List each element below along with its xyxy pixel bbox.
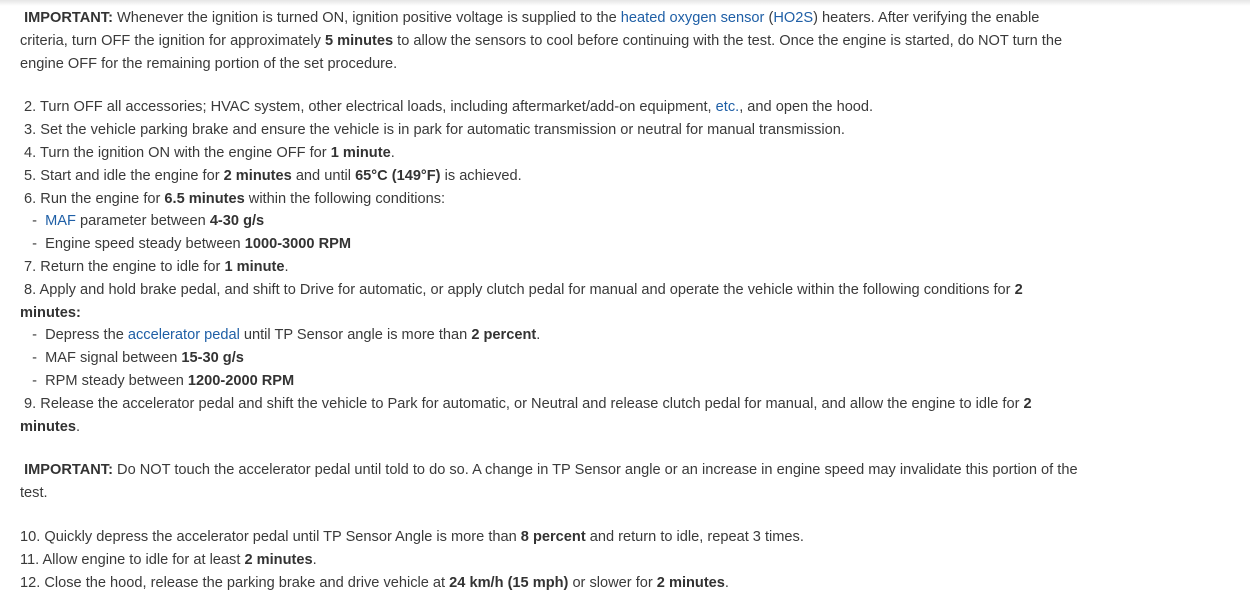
text-line (20, 572, 1220, 595)
text-line (20, 142, 1220, 165)
text: to allow the sensors to cool before continuing with the test. Once the engine is started, do NOT turn the (393, 32, 1063, 49)
top-shadow (0, 0, 1250, 6)
text: . (536, 327, 541, 344)
text: 9. Release the accelerator pedal and shift the vehicle to Park for automatic, or Neutral and release clutch pedal for manual, and allow the engine to idle for (20, 395, 1024, 412)
text-line (20, 549, 1220, 572)
text-line (20, 165, 1220, 188)
text-line (20, 119, 1220, 142)
bold-text: 2 (1014, 281, 1023, 298)
text: 11. Allow engine to idle for at least (20, 551, 245, 568)
bold-text: 1200-2000 RPM (187, 372, 295, 389)
text: criteria, turn OFF the ignition for approximately (20, 32, 325, 49)
text: 5. Start and idle the engine for (20, 167, 224, 184)
text-line (20, 53, 1220, 76)
text: parameter between (75, 213, 210, 230)
text-line (20, 302, 1220, 325)
bold-text: 2 minutes (244, 551, 313, 568)
text: - Engine speed steady between (20, 236, 245, 253)
paragraph-gap (20, 75, 1220, 96)
text: . (284, 258, 289, 275)
text: , and open the hood. (739, 99, 874, 116)
text: . (724, 574, 729, 591)
text-line (20, 233, 1220, 256)
text-line (20, 526, 1220, 549)
text: or slower for (568, 574, 657, 591)
text-line (20, 256, 1220, 279)
text-line (20, 324, 1220, 347)
text-line (20, 188, 1220, 211)
bold-text: 5 minutes (324, 32, 394, 49)
paragraph-gap (20, 438, 1220, 459)
text: test. (20, 485, 48, 502)
text: Do NOT touch the accelerator pedal until told to do so. A change in TP Sensor angle or an increase in engine speed may invalidate this portion of the (112, 462, 1078, 479)
text: engine OFF for the remaining portion of the set procedure. (20, 55, 398, 72)
text-line (20, 30, 1220, 53)
text-line (20, 279, 1220, 302)
glossary-link[interactable]: heated oxygen sensor (620, 10, 765, 26)
procedure-document (20, 7, 1220, 594)
text-line (20, 393, 1220, 416)
text: 6. Run the engine for (20, 190, 165, 207)
text: 8. Apply and hold brake pedal, and shift to Drive for automatic, or apply clutch pedal for manual and operate the vehicle within the following conditions for (20, 281, 1015, 298)
bold-text: IMPORTANT: (24, 462, 113, 479)
bold-text: 6.5 minutes (164, 190, 245, 207)
text: and return to idle, repeat 3 times. (585, 528, 804, 545)
glossary-link[interactable]: MAF (45, 213, 76, 230)
bold-text: minutes: (20, 304, 81, 321)
text: - RPM steady between (20, 372, 188, 389)
text-line (20, 7, 1220, 30)
glossary-link[interactable]: HO2S (773, 10, 814, 26)
text: 4. Turn the ignition ON with the engine OFF for (20, 144, 331, 161)
bold-text: 1000-3000 RPM (244, 236, 352, 253)
bold-text: 2 minutes (656, 574, 725, 591)
text-line (20, 459, 1220, 482)
text-line (20, 347, 1220, 370)
bold-text: 2 percent (471, 327, 537, 344)
text-line (20, 210, 1220, 233)
glossary-link[interactable]: accelerator pedal (127, 327, 240, 344)
text: 12. Close the hood, release the parking brake and drive vehicle at (20, 574, 450, 591)
text: until TP Sensor angle is more than (239, 327, 472, 344)
paragraph (20, 96, 1220, 438)
text-line (20, 416, 1220, 439)
text: 2. Turn OFF all accessories; HVAC system, other electrical loads, including aftermarket/add-on equipment, (20, 99, 716, 116)
text-line (20, 482, 1220, 505)
bold-text: 65°C (149°F) (355, 167, 441, 184)
text: - MAF signal between (20, 350, 182, 367)
paragraph-gap (20, 505, 1220, 526)
text: - (20, 213, 46, 230)
bold-text: 2 (1023, 395, 1032, 412)
text: ( (764, 10, 774, 26)
bold-text: 24 km/h (15 mph) (449, 574, 569, 591)
text-line (20, 96, 1220, 119)
text: Whenever the ignition is turned ON, ignition positive voltage is supplied to the (112, 10, 621, 26)
text: 7. Return the engine to idle for (20, 258, 225, 275)
paragraph (20, 7, 1220, 75)
bold-text: 1 minute (330, 144, 391, 161)
bold-text: 15-30 g/s (181, 350, 244, 367)
bold-text: IMPORTANT: (24, 10, 113, 26)
bold-text: 8 percent (520, 528, 586, 545)
text: 10. Quickly depress the accelerator pedal until TP Sensor Angle is more than (20, 528, 521, 545)
bold-text: 2 minutes (223, 167, 292, 184)
text: 3. Set the vehicle parking brake and ensure the vehicle is in park for automatic transmission or neutral for manual transmission. (20, 122, 845, 139)
text-line (20, 370, 1220, 393)
bold-text: 1 minute (224, 258, 285, 275)
bold-text: 4-30 g/s (209, 213, 265, 230)
paragraph (20, 526, 1220, 594)
text: . (390, 144, 395, 161)
text: . (75, 418, 81, 435)
glossary-link[interactable]: etc. (715, 99, 740, 116)
text: . (312, 551, 317, 568)
paragraph (20, 459, 1220, 505)
text: ) heaters. After verifying the enable (813, 10, 1040, 26)
text: is achieved. (440, 167, 522, 184)
text: and until (291, 167, 356, 184)
bold-text: minutes (20, 418, 76, 435)
text: - Depress the (20, 327, 128, 344)
text: within the following conditions: (244, 190, 446, 207)
